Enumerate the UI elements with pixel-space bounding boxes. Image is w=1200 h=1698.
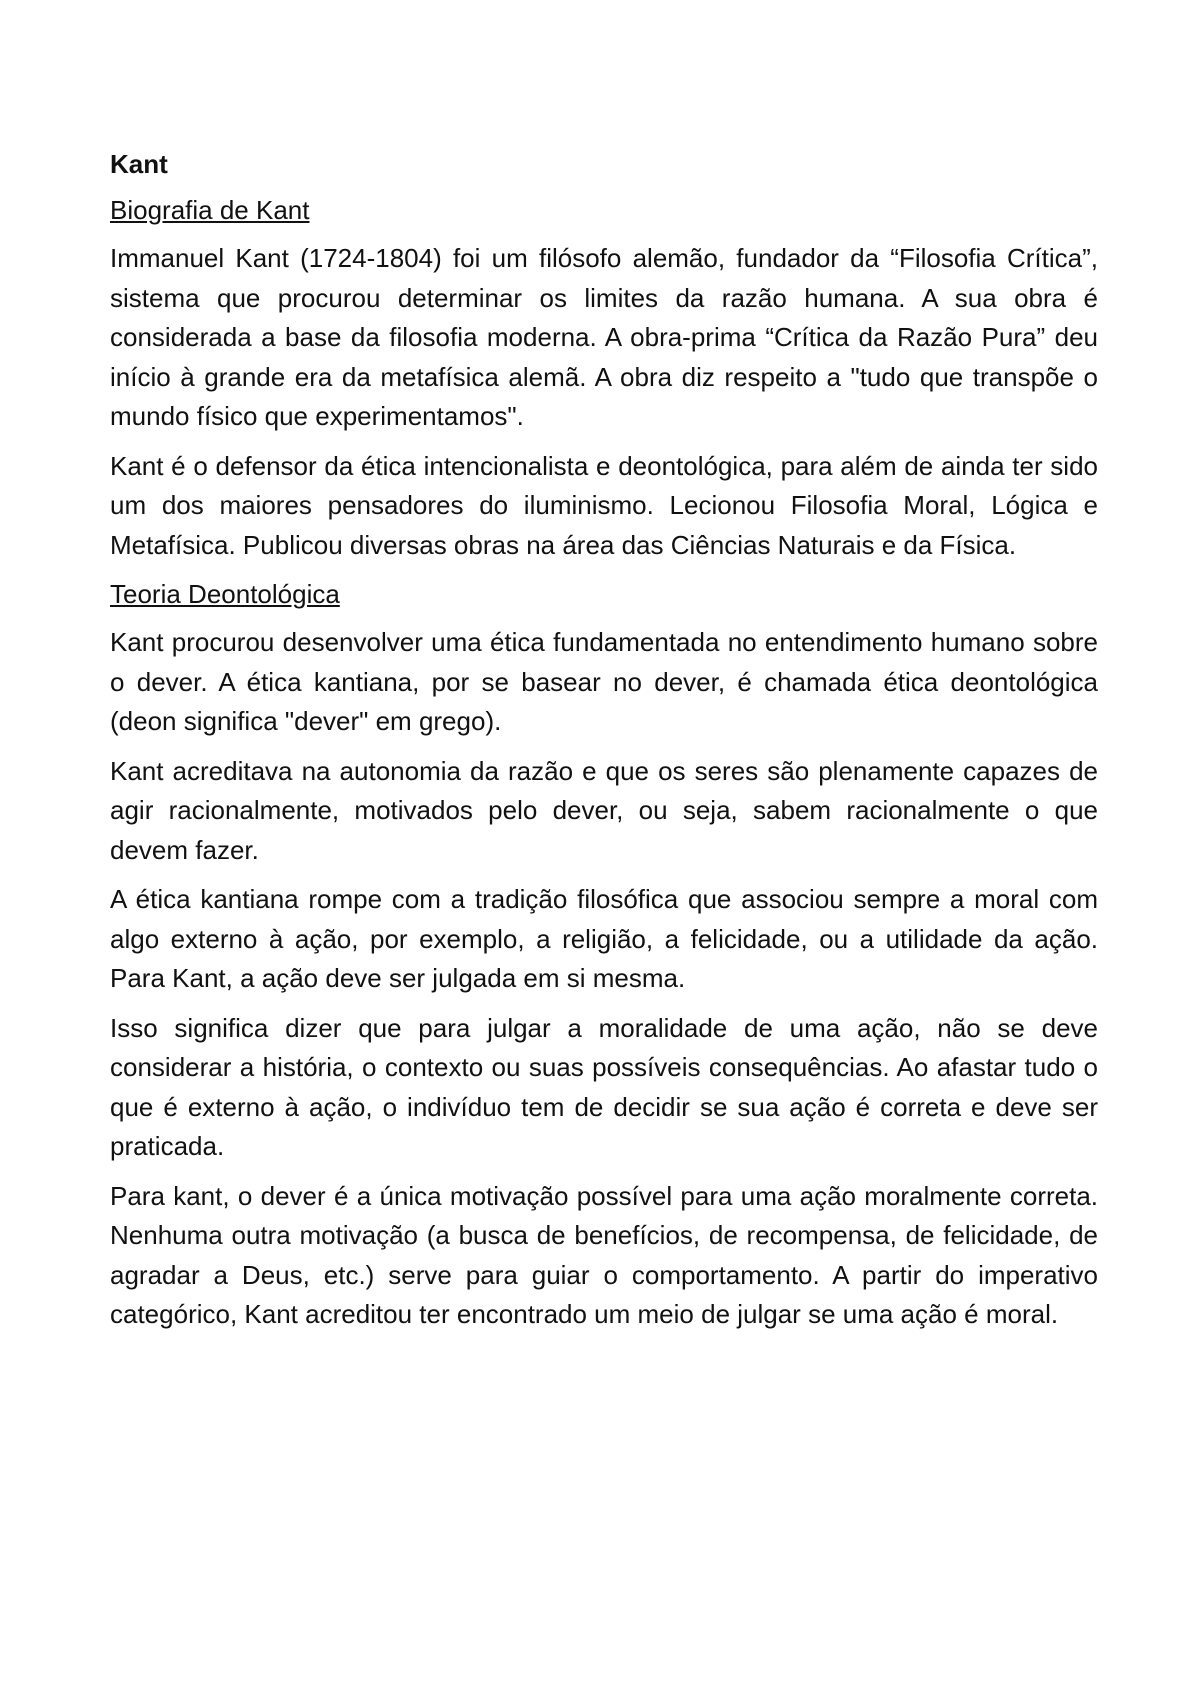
section-heading-biografia: Biografia de Kant (110, 195, 310, 225)
paragraph-biografia-1: Immanuel Kant (1724-1804) foi um filósofo alemão, fundador da “Filosofia Crítica”, sistema que procurou determinar os limites da razão humana. A sua obra é considerada a base da filosofia moderna. A obra-prima “Crítica da Razão Pura” deu início à grande era da metafísica alemã. A obra diz respeito a "tudo que transpõe o mundo físico que experimentamos". (110, 243, 1098, 431)
paragraph-teoria-5: Para kant, o dever é a única motivação possível para uma ação moralmente correta. Nenhuma outra motivação (a busca de benefícios, de recompensa, de felicidade, de agradar a Deus, etc.) serve para guiar o comportamento. A partir do imperativo categórico, Kant acreditou ter encontrado um meio de julgar se uma ação é moral. (110, 1180, 1098, 1329)
section-heading-teoria-deontologica: Teoria Deontológica (110, 579, 340, 609)
document-title: Kant (110, 149, 168, 179)
paragraph-teoria-1: Kant procurou desenvolver uma ética fundamentada no entendimento humano sobre o dever. A ética kantiana, por se basear no dever, é chamada ética deontológica (deon significa "dever" em grego). (110, 627, 1098, 736)
paragraph-teoria-4: Isso significa dizer que para julgar a moralidade de uma ação, não se deve considerar a história, o contexto ou suas possíveis consequências. Ao afastar tudo o que é externo à ação, o indivíduo tem de decidir se sua ação é correta e deve ser praticada. (110, 1012, 1098, 1161)
document-page (110, 145, 1098, 1345)
paragraph-biografia-2: Kant é o defensor da ética intencionalista e deontológica, para além de ainda ter sido um dos maiores pensadores do iluminismo. Lecionou Filosofia Moral, Lógica e Metafísica. Publicou diversas obras na área das Ciências Naturais e da Física. (110, 450, 1098, 560)
paragraph-teoria-2: Kant acreditava na autonomia da razão e que os seres são plenamente capazes de agir racionalmente, motivados pelo dever, ou seja, sabem racionalmente o que devem fazer. (110, 755, 1098, 865)
paragraph-teoria-3: A ética kantiana rompe com a tradição filosófica que associou sempre a moral com algo externo à ação, por exemplo, a religião, a felicidade, ou a utilidade da ação. Para Kant, a ação deve ser julgada em si mesma. (110, 884, 1098, 993)
